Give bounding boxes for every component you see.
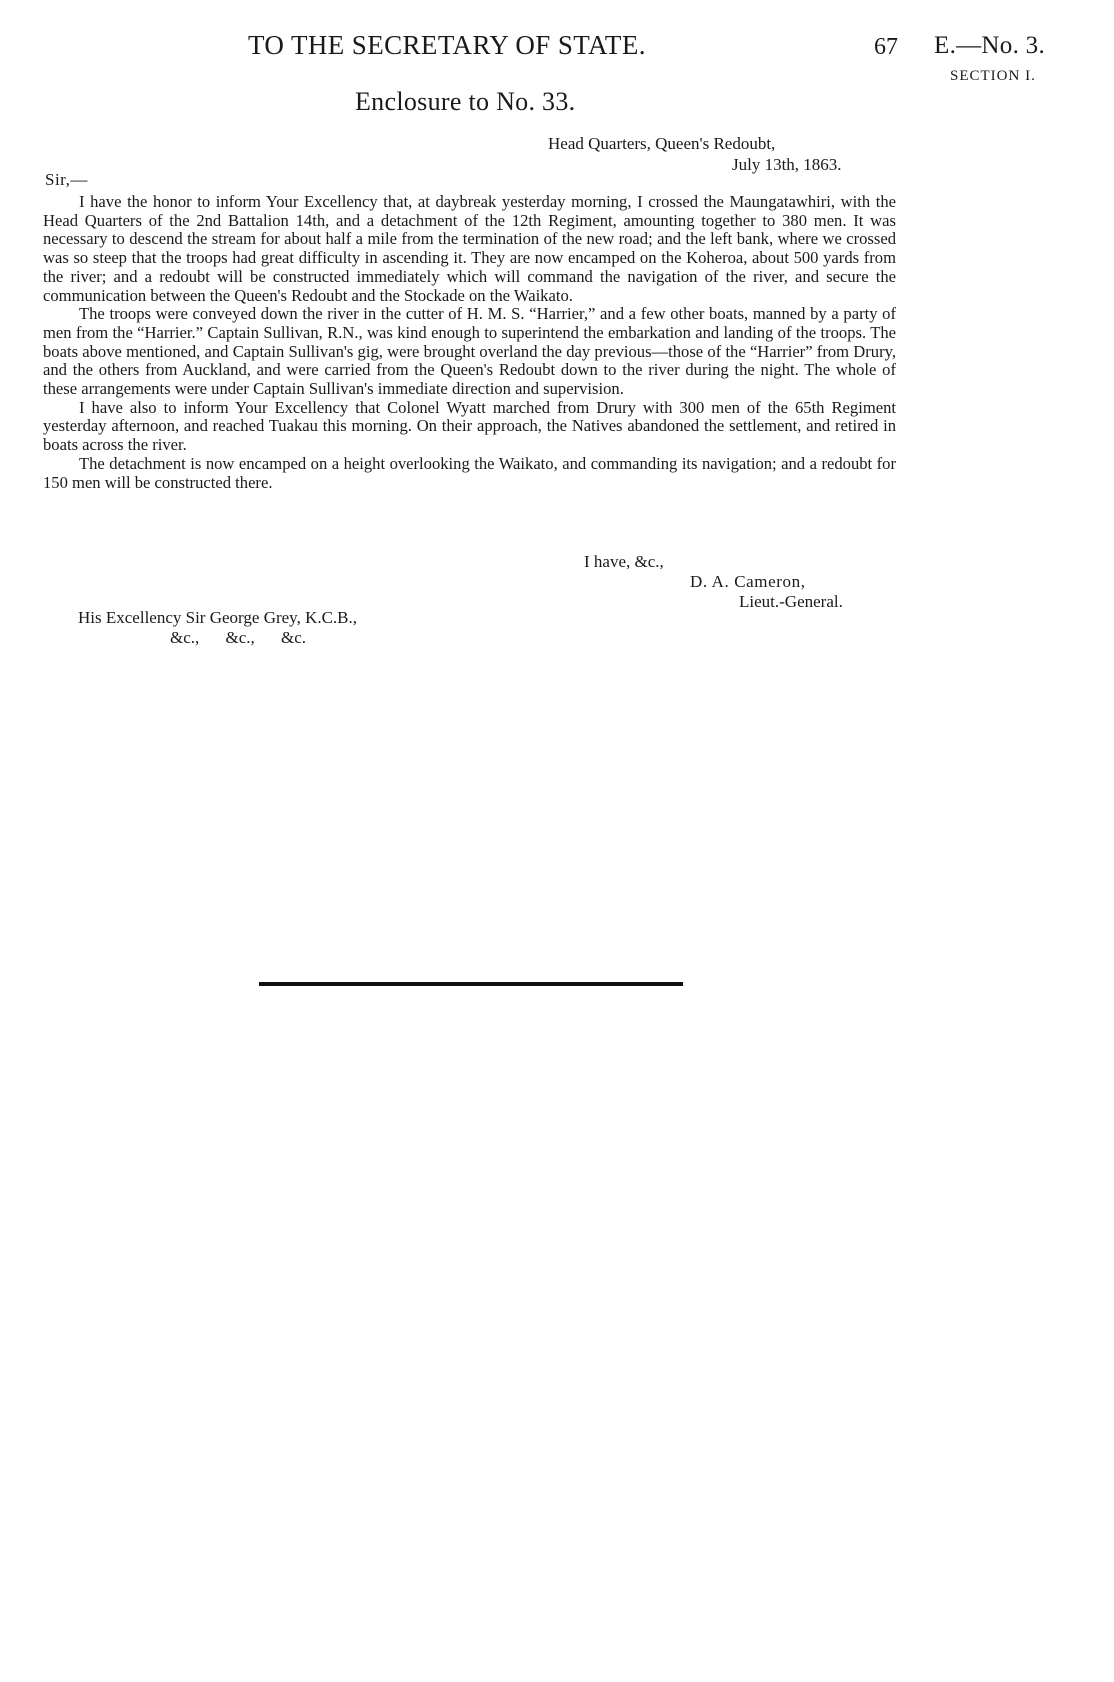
page-number: 67: [874, 34, 898, 60]
section-label: SECTION I.: [950, 68, 1036, 84]
paragraph: The detachment is now encamped on a height overlooking the Waikato, and commanding its navigation; and a redoubt for 150 men will be constructed there.: [43, 453, 896, 492]
salutation: Sir,—: [45, 170, 88, 189]
letter-date: July 13th, 1863.: [732, 155, 842, 174]
letter-body: [43, 193, 896, 492]
letter-address: Head Quarters, Queen's Redoubt,: [548, 134, 776, 153]
recipient-name: His Excellency Sir George Grey, K.C.B.,: [78, 608, 358, 627]
signature-title: Lieut.-General.: [739, 592, 843, 611]
document-reference: E.—No. 3.: [934, 32, 1046, 59]
running-header-title: TO THE SECRETARY OF STATE.: [248, 30, 646, 60]
enclosure-heading: Enclosure to No. 33.: [355, 87, 576, 116]
signature-name: D. A. Cameron,: [690, 572, 806, 591]
closing: I have, &c.,: [584, 552, 664, 571]
paragraph: I have also to inform Your Excellency that Colonel Wyatt marched from Drury with 300 men of the 65th Regiment yesterday afternoon, and reached Tuakau this morning. On their approach, the Natives abandoned the settlement, and retired in boats across the river.: [43, 397, 896, 455]
paragraph: The troops were conveyed down the river in the cutter of H. M. S. “Harrier,” and a few other boats, manned by a party of men from the “Harrier.” Captain Sullivan, R.N., was kind enough to superintend the embarkation and landing of the troops. The boats above mentioned, and Captain Sullivan's gig, were brought overland the day previous—those of the “Harrier” from Drury, and the others from Auckland, and were carried from the Queen's Redoubt down to the river during the night. The whole of these arrangements were under Captain Sullivan's immediate direction and supervision.: [43, 304, 896, 399]
recipient-etc: &c., &c., &c.: [170, 628, 307, 647]
paragraph: I have the honor to inform Your Excellency that, at daybreak yesterday morning, I crossed the Maungatawhiri, with the Head Quarters of the 2nd Battalion 14th, and a detachment of the 12th Regiment, amounting together to 380 men. It was necessary to descend the stream for about half a mile from the termination of the new road; and the left bank, where we crossed was so steep that the troops had great difficulty in ascending it. They are now encamped on the Koheroa, about 500 yards from the river; and a redoubt will be constructed immediately which will command the navigation of the river, and secure the communication between the Queen's Redoubt and the Stockade on the Waikato.: [43, 192, 896, 305]
end-rule: [259, 982, 683, 986]
